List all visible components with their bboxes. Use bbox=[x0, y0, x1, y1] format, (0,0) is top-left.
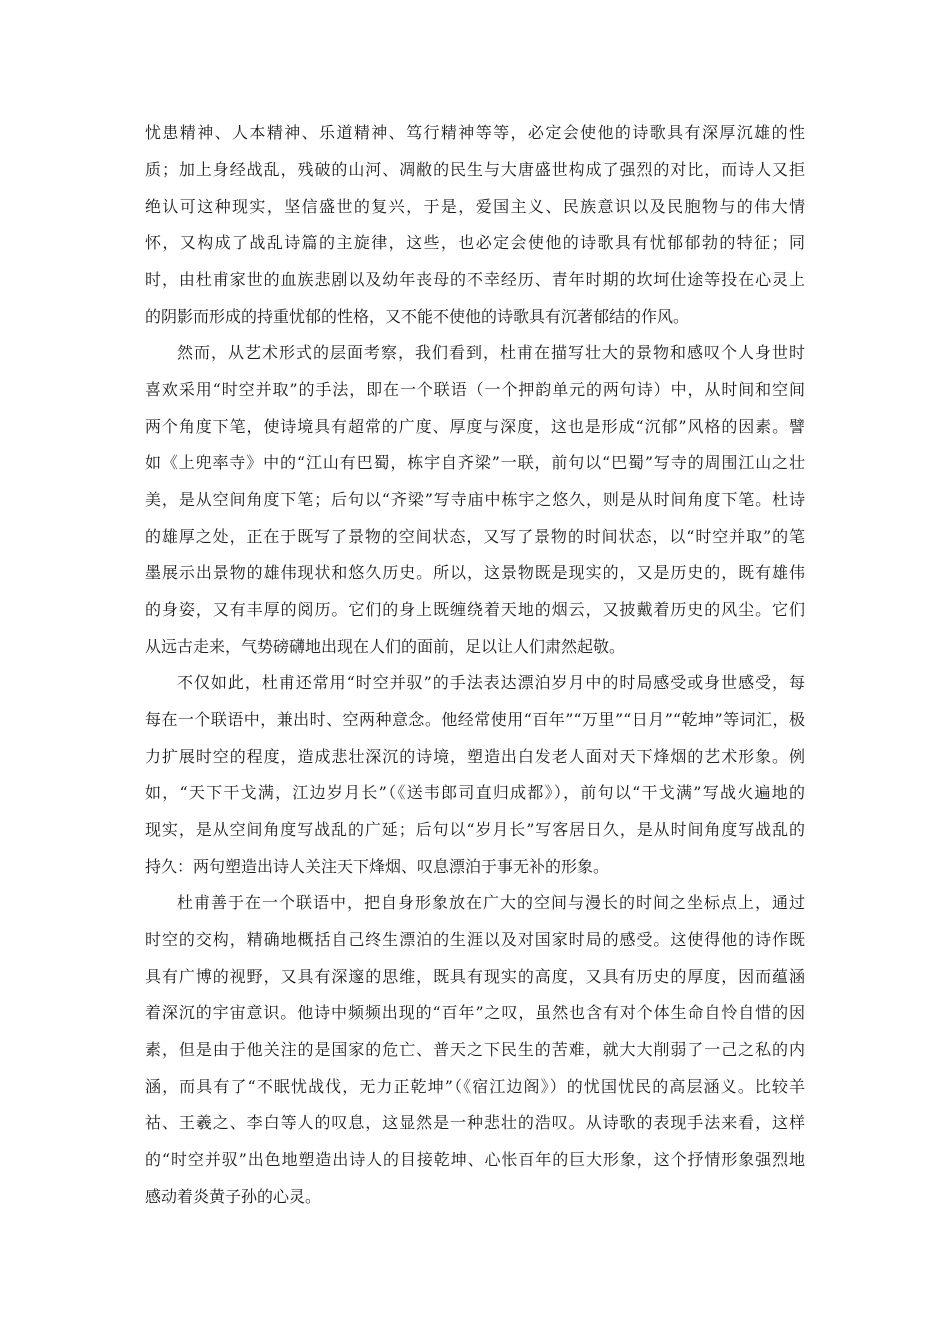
text-line: 美，是从空间角度下笔；后句以“齐梁”写寺庙中栋宇之悠久，则是从时间角度下笔。杜诗 bbox=[145, 490, 805, 509]
text-line: 两个角度下笔，使诗境具有超常的广度、厚度与深度，这也是形成“沉郁”风格的因素。譬 bbox=[145, 417, 805, 436]
text-line: 的阴影而形成的持重忧郁的性格，又不能不使他的诗歌具有沉著郁结的作风。 bbox=[145, 307, 690, 326]
text-line: 质；加上身经战乱，残破的山河、凋敝的民生与大唐盛世构成了强烈的对比，而诗人又拒 bbox=[145, 160, 805, 179]
text-line: 涵，而具有了“不眠忧战伐，无力正乾坤”（《宿江边阁》）的忧国忧民的高层涵义。比较羊 bbox=[145, 1077, 805, 1096]
text-line: 从远古走来，气势磅礴地出现在人们的面前，足以让人们肃然起敬。 bbox=[145, 637, 626, 656]
text-line: 素，但是由于他关注的是国家的危亡、普天之下民生的苦难，就大大削弱了一己之私的内 bbox=[145, 1040, 805, 1059]
text-line: 的身姿，又有丰厚的阅历。它们的身上既缠绕着天地的烟云，又披戴着历史的风尘。它们 bbox=[145, 600, 805, 619]
text-line: 现实，是从空间角度写战乱的广延；后句以“岁月长”写客居日久，是从时间角度写战乱的 bbox=[145, 820, 805, 839]
text-line: 的雄厚之处，正在于既写了景物的空间状态，又写了景物的时间状态，以“时空并取”的笔 bbox=[145, 527, 805, 546]
text-line: 绝认可这种现实，坚信盛世的复兴，于是，爱国主义、民族意识以及民胞物与的伟大情 bbox=[145, 197, 805, 216]
text-line: 喜欢采用“时空并取”的手法，即在一个联语（一个押韵单元的两句诗）中，从时间和空间 bbox=[145, 380, 805, 399]
text-line: 时，由杜甫家世的血族悲剧以及幼年丧母的不幸经历、青年时期的坎坷仕途等投在心灵上 bbox=[145, 270, 805, 289]
text-line: 如《上兜率寺》中的“江山有巴蜀，栋宇自齐梁”一联，前句以“巴蜀”写寺的周围江山之壮 bbox=[145, 453, 805, 472]
text-line: 然而，从艺术形式的层面考察，我们看到，杜甫在描写壮大的景物和感叹个人身世时 bbox=[177, 343, 805, 362]
text-line: 祜、王羲之、李白等人的叹息，这显然是一种悲壮的浩叹。从诗歌的表现手法来看，这样 bbox=[145, 1113, 805, 1132]
text-line: 每在一个联语中，兼出时、空两种意念。他经常使用“百年”“万里”“日月”“乾坤”等词汇，极 bbox=[145, 710, 805, 729]
text-line: 不仅如此，杜甫还常用“时空并驭”的手法表达漂泊岁月中的时局感受或身世感受，每 bbox=[177, 673, 805, 692]
text-line: 杜甫善于在一个联语中，把自身形象放在广大的空间与漫长的时间之坐标点上，通过 bbox=[177, 893, 805, 912]
text-line: 持久：两句塑造出诗人关注天下烽烟、叹息漂泊于事无补的形象。 bbox=[145, 857, 610, 876]
text-line: 墨展示出景物的雄伟现状和悠久历史。所以，这景物既是现实的，又是历史的，既有雄伟 bbox=[145, 563, 805, 582]
text-line: 具有广博的视野，又具有深邃的思维，既具有现实的高度，又具有历史的厚度，因而蕴涵 bbox=[145, 967, 805, 986]
text-line: 如，“天下干戈满，江边岁月长”（《送韦郎司直归成都》），前句以“干戈满”写战火遍地的 bbox=[145, 783, 805, 802]
text-line: 时空的交构，精确地概括自己终生漂泊的生涯以及对国家时局的感受。这使得他的诗作既 bbox=[145, 930, 805, 949]
text-line: 感动着炎黄子孙的心灵。 bbox=[145, 1187, 322, 1206]
text-line: 忧患精神、人本精神、乐道精神、笃行精神等等，必定会使他的诗歌具有深厚沉雄的性 bbox=[145, 123, 805, 142]
text-line: 怀，又构成了战乱诗篇的主旋律，这些，也必定会使他的诗歌具有忧郁郁勃的特征；同 bbox=[145, 233, 805, 252]
text-line: 着深沉的宇宙意识。他诗中频频出现的“百年”之叹，虽然也含有对个体生命自怜自惜的因 bbox=[145, 1003, 805, 1022]
text-line: 力扩展时空的程度，造成悲壮深沉的诗境，塑造出白发老人面对天下烽烟的艺术形象。例 bbox=[145, 747, 805, 766]
text-line: 的“时空并驭”出色地塑造出诗人的目接乾坤、心怅百年的巨大形象，这个抒情形象强烈地 bbox=[145, 1150, 805, 1169]
